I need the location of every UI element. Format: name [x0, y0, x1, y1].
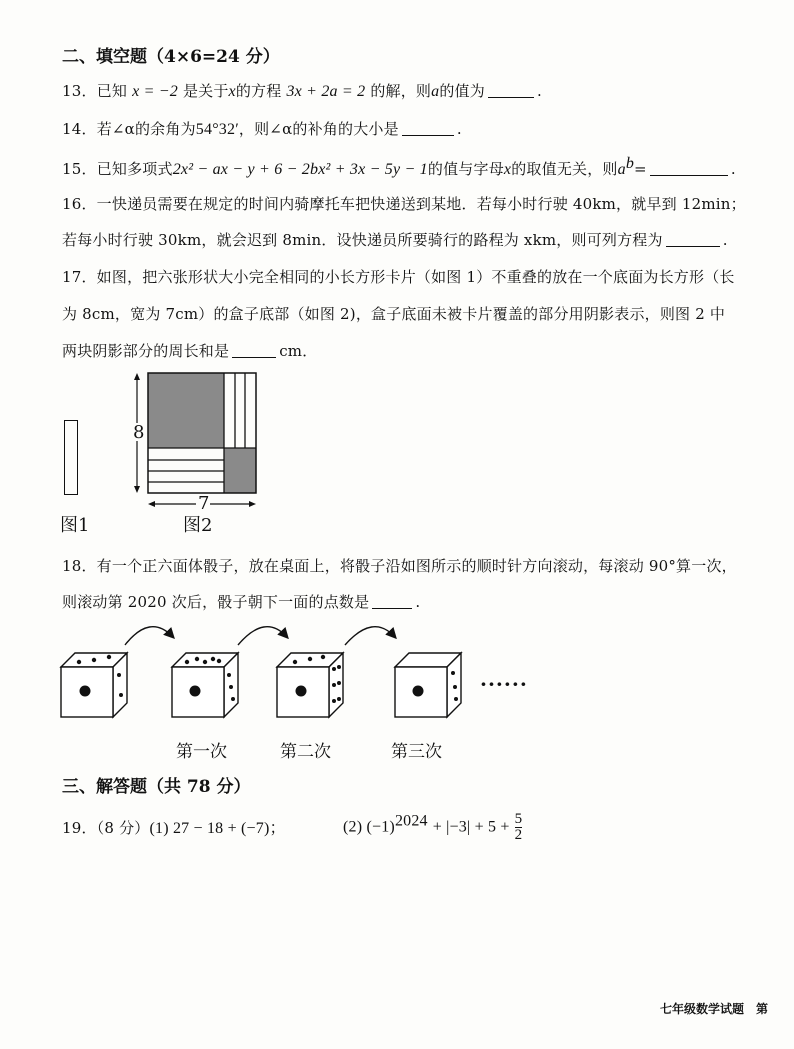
figure-2-width-label: 7 [198, 493, 210, 514]
arrow-down-icon [134, 486, 140, 493]
arrow-left-icon [148, 501, 155, 507]
shaded-region-small [224, 448, 256, 493]
q15-end: . [730, 160, 736, 178]
question-16-line-2 [62, 229, 728, 250]
figure-1-card [64, 420, 78, 495]
die-2 [172, 653, 238, 717]
question-18-line-1: 18．有一个正六面体骰子，放在桌面上，将骰子沿如图所示的顺时针方向滚动，每滚动 90°算一次， [62, 557, 737, 575]
q19-part-2-base: (2) (−1) [343, 818, 395, 836]
q13-expr-2: 3x + 2a = 2 [286, 83, 366, 100]
q16-end: . [722, 231, 728, 249]
q14-angle: 54°32′ [195, 121, 239, 138]
arrow-up-icon [134, 373, 140, 380]
roll-arrow-icon [238, 627, 287, 645]
dice-rolling-diagram [55, 615, 535, 725]
q15-expr: 2x² − ax − y + 6 − 2bx² + 3x − 5y − 1 [172, 161, 428, 178]
q13-expr-1: x = −2 [132, 83, 178, 100]
question-19-part-2 [343, 812, 522, 843]
q19-part-1: (1) 27 − 18 + (−7)； [149, 820, 286, 837]
q16-answer-blank[interactable] [666, 232, 720, 247]
figure-2-height-label: 8 [133, 422, 145, 443]
page-footer: 七年级数学试题 第 [660, 1002, 769, 1016]
die-4 [395, 653, 461, 717]
q13-answer-blank[interactable] [488, 83, 534, 98]
q17-answer-blank[interactable] [232, 343, 276, 358]
q15-number: 15． [62, 160, 97, 178]
q14-text-1: 若∠α的余角为 [96, 120, 196, 138]
q18-end: . [415, 593, 421, 611]
q13-text-2: 是关于 [182, 82, 229, 100]
dice-label-2: 第二次 [280, 742, 331, 762]
question-19 [62, 815, 286, 838]
q14-answer-blank[interactable] [402, 121, 454, 136]
die-1 [61, 653, 127, 717]
section-3-title: 三、解答题（共 78 分） [62, 777, 251, 797]
question-17-line-1: 17．如图，把六张形状大小完全相同的小长方形卡片（如图 1）不重叠的放在一个底面为长方形（长 [62, 268, 735, 286]
q13-text-4: 的解，则 [370, 82, 432, 100]
shaded-region-large [148, 373, 224, 448]
q15-var: x [503, 161, 512, 178]
figure-1-label: 图1 [60, 515, 90, 536]
q14-text-2: ，则∠α的补角的大小是 [238, 120, 399, 138]
question-16-line-1: 16．一快递员需要在规定的时间内骑摩托车把快递送到某地．若每小时行驶 40km，就早到 12min； [62, 195, 746, 213]
roll-arrow-icon [125, 627, 173, 645]
dice-ellipsis: ······ [480, 672, 528, 696]
q18-text: 则滚动第 2020 次后，骰子朝下一面的点数是 [62, 593, 370, 611]
q15-text-3: 的取值无关，则 [511, 160, 618, 178]
q14-number: 14． [62, 120, 97, 138]
q15-expr-2: a [617, 161, 626, 178]
q15-exponent: b [625, 155, 635, 172]
q14-end: . [456, 120, 462, 138]
question-14 [62, 118, 462, 139]
q13-end: . [536, 82, 542, 100]
arrow-right-icon [249, 501, 256, 507]
dice-label-3: 第三次 [391, 742, 442, 762]
figure-2-diagram [128, 368, 263, 516]
q19-fraction [515, 812, 523, 843]
die-3 [277, 653, 343, 717]
q16-text: 若每小时行驶 30km，就会迟到 8min．设快递员所要骑行的路程为 xkm，则可列方程为 [62, 231, 663, 249]
q15-text-1: 已知多项式 [96, 160, 173, 178]
figure-2-label: 图2 [183, 515, 213, 536]
q15-equals: = [634, 160, 647, 178]
q13-text-5: 的值为 [439, 82, 485, 100]
q15-answer-blank[interactable] [650, 161, 728, 176]
q15-text-2: 的值与字母 [427, 160, 504, 178]
q17-unit: cm． [279, 342, 318, 360]
q19-part-2-rest: + |−3| + 5 + [432, 818, 510, 836]
fraction-denominator: 2 [514, 827, 523, 843]
dice-label-1: 第一次 [176, 742, 227, 762]
q17-text: 两块阴影部分的周长和是 [62, 342, 230, 360]
q19-part-2-exponent: 2024 [394, 812, 428, 830]
question-13 [62, 80, 542, 101]
q13-var-2: a [431, 83, 440, 100]
question-17-line-2: 为 8cm，宽为 7cm）的盒子底部（如图 2)，盒子底面未被卡片覆盖的部分用阴影表示，则图 2 中 [62, 305, 726, 323]
fraction-numerator: 5 [514, 811, 523, 827]
section-2-title: 二、填空题（4×6=24 分） [62, 47, 280, 67]
q13-text-1: 已知 [96, 82, 128, 100]
roll-arrow-icon [345, 627, 395, 645]
question-15 [62, 155, 736, 179]
q18-answer-blank[interactable] [372, 594, 412, 609]
q13-var-1: x [228, 83, 236, 100]
q19-number: 19．（8 分） [62, 819, 150, 837]
q13-text-3: 的方程 [235, 82, 282, 100]
q13-number: 13． [62, 82, 97, 100]
question-18-line-2 [62, 591, 420, 612]
question-17-line-3 [62, 340, 317, 361]
